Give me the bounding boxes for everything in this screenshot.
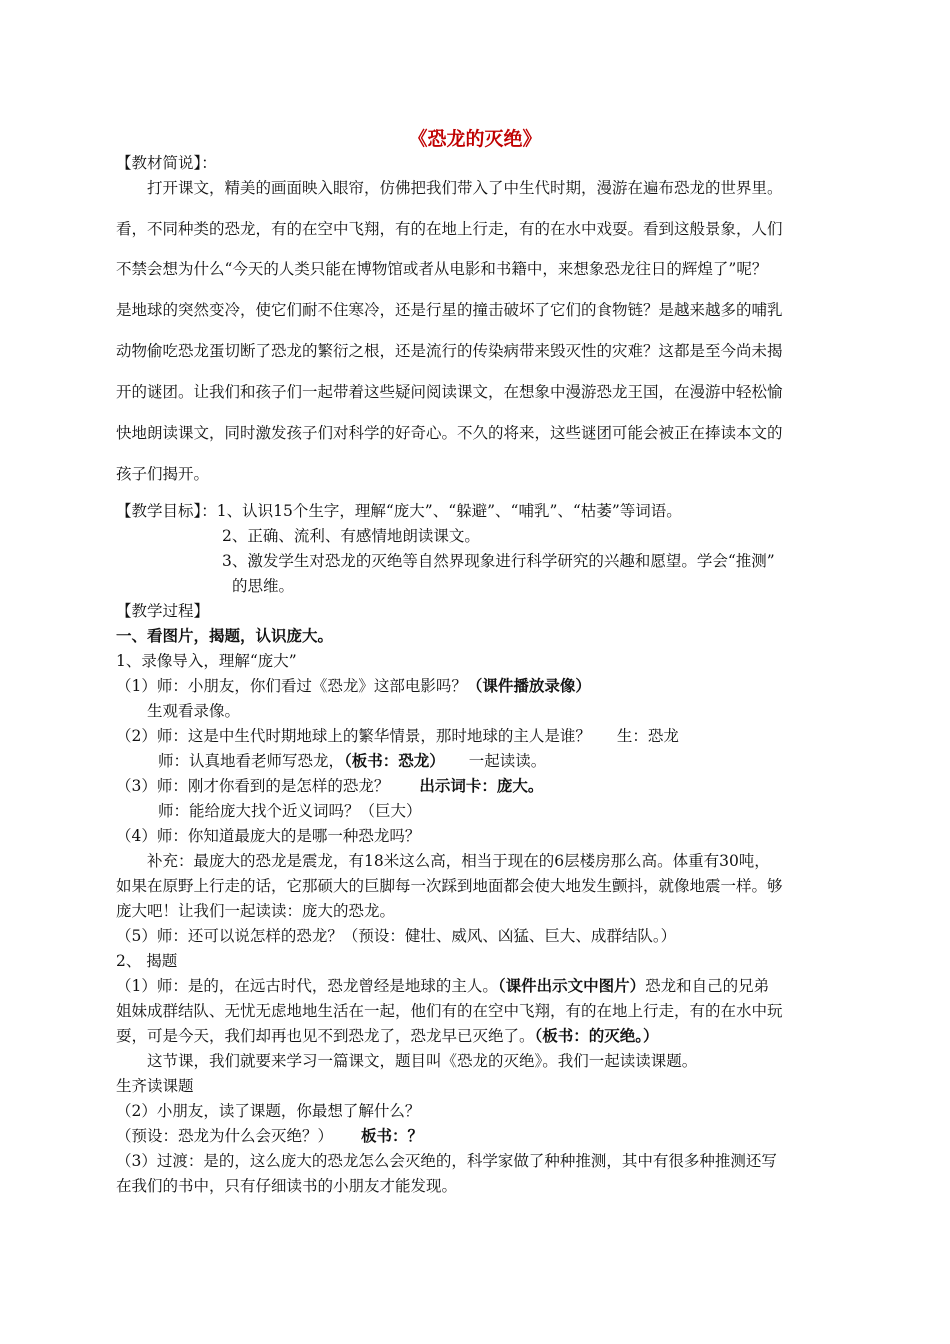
process-line: （5）师：还可以说怎样的恐龙？（预设：健壮、威风、凶猛、巨大、成群结队。） (116, 927, 677, 945)
process-line (116, 676, 591, 696)
intro-line-3: 不禁会想为什么“今天的人类只能在博物馆或者从电影和书籍中，来想象恐龙往日的辉煌了”呢？ (116, 260, 768, 278)
intro-line-7: 快地朗读课文，同时激发孩子们对科学的好奇心。不久的将来，这些谜团可能会被正在捧读本文的 (116, 424, 783, 442)
goal-3-continued: 的思维。 (232, 577, 295, 595)
intro-line-4: 是地球的突然变冷，使它们耐不住寒冷，还是行星的撞击破坏了它们的食物链？是越来越多的哺乳 (116, 301, 783, 319)
process-line: （2）小朋友，读了课题，你最想了解什么？ (116, 1102, 421, 1120)
line-text: 生：恐龙 (616, 727, 679, 745)
line-text: 师：认真地看老师写恐龙， (158, 752, 345, 770)
process-line: 生观看录像。 (147, 702, 241, 720)
goal-2: 2、正确、流利、有感情地朗读课文。 (222, 527, 480, 545)
process-line: 这节课，我们就要来学习一篇课文，题目叫《恐龙的灭绝》。我们一起读读课题。 (147, 1052, 698, 1070)
step-1-heading: 1、录像导入，理解“庞大” (116, 652, 297, 670)
step-2-heading: 2、 揭题 (116, 952, 178, 970)
process-line: （3）过渡：是的，这么庞大的恐龙怎么会灭绝的，科学家做了种种推测，其中有很多种推测还写 (116, 1152, 777, 1170)
courseware-note: （课件播放录像） (466, 676, 591, 695)
part-1-heading: 一、看图片，揭题，认识庞大。 (116, 626, 334, 645)
process-line: 姐妹成群结队、无忧无虑地地生活在一起，他们有的在空中飞翔，有的在地上行走，有的在水中玩 (116, 1002, 783, 1020)
intro-line-2: 看，不同种类的恐龙，有的在空中飞翔，有的在地上行走，有的在水中戏耍。看到这般景象，人们 (116, 220, 783, 238)
goals-line-1 (116, 501, 682, 521)
process-line (158, 751, 546, 771)
process-line: 生齐读课题 (116, 1077, 194, 1095)
process-line: （4）师：你知道最庞大的是哪一种恐龙吗？ (116, 827, 421, 845)
intro-line-6: 开的谜团。让我们和孩子们一起带着这些疑问阅读课文，在想象中漫游恐龙王国，在漫游中轻松愉 (116, 383, 783, 401)
goal-3: 3、激发学生对恐龙的灭绝等自然界现象进行科学研究的兴趣和愿望。学会“推测” (222, 552, 775, 570)
goals-heading: 【教学目标】： (116, 502, 217, 520)
process-line (116, 1126, 423, 1146)
section-heading-textbook: 【教材简说】： (116, 154, 217, 172)
process-line: 在我们的书中，只有仔细读书的小朋友才能发现。 (116, 1177, 458, 1195)
process-line: 补充：最庞大的恐龙是震龙，有18米这么高，相当于现在的6层楼房那么高。体重有30吨， (147, 852, 770, 870)
process-line: 庞大吧！让我们一起读读：庞大的恐龙。 (116, 902, 396, 920)
intro-line-5: 动物偷吃恐龙蛋切断了恐龙的繁衍之根，还是流行的传染病带来毁灭性的灾难？这都是至今尚未揭 (116, 342, 783, 360)
page-title: 《恐龙的灭绝》 (408, 128, 542, 150)
line-text: （3）师：刚才你看到的是怎样的恐龙？ (116, 777, 390, 795)
section-heading-process: 【教学过程】 (116, 602, 210, 620)
process-line (116, 776, 543, 796)
line-text: （2）师：这是中生代时期地球上的繁华情景，那时地球的主人是谁？ (116, 727, 591, 745)
line-text: （1）师：是的，在远古时代，恐龙曾经是地球的主人。 (116, 977, 498, 995)
intro-line-8: 孩子们揭开。 (116, 465, 210, 483)
word-card-note: 出示词卡：庞大。 (419, 776, 544, 795)
process-line: 师：能给庞大找个近义词吗？（巨大） (158, 802, 422, 820)
process-line (116, 1026, 659, 1046)
line-text: 耍，可是今天，我们却再也见不到恐龙了，恐龙早已灭绝了。 (116, 1027, 535, 1045)
line-text: 恐龙和自己的兄弟 (645, 977, 770, 995)
line-text: （1）师：小朋友，你们看过《恐龙》这部电影吗？ (116, 677, 467, 695)
board-note: 板书：？ (361, 1126, 424, 1145)
process-line: 如果在原野上行走的话，它那硕大的巨脚每一次踩到地面都会使大地发生颤抖，就像地震一样。够 (116, 877, 783, 895)
courseware-note: （课件出示文中图片） (497, 976, 646, 995)
line-text: 一起读读。 (468, 752, 547, 770)
goal-1: 1、认识15个生字，理解“庞大”、“躲避”、“哺乳”、“枯萎”等词语。 (216, 502, 682, 520)
process-line (116, 726, 679, 746)
intro-line-1: 打开课文，精美的画面映入眼帘，仿佛把我们带入了中生代时期，漫游在遍布恐龙的世界里。 (147, 179, 783, 197)
line-text: （预设：恐龙为什么会灭绝？） (116, 1127, 334, 1145)
board-note: （板书：恐龙） (344, 751, 445, 770)
board-note: （板书：的灭绝。） (534, 1026, 659, 1045)
process-line (116, 976, 769, 996)
